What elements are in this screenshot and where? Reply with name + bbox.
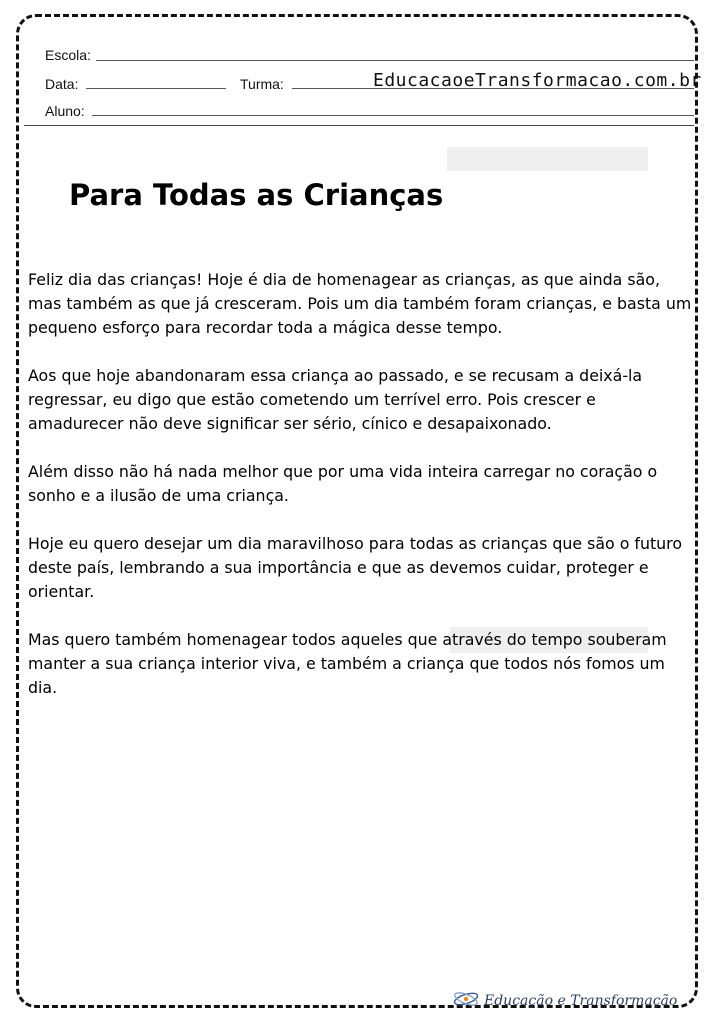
date-label: Data: (45, 76, 79, 92)
paragraph: Hoje eu quero desejar um dia maravilhoso para todas as crianças que são o futuro deste país, lembrando a sua importância e que as devemos cuidar, proteger e orientar. (28, 534, 682, 601)
school-label: Escola: (45, 47, 91, 63)
footer-logo-text: Educação e Transformação (484, 993, 678, 1009)
atom-swirl-icon (452, 989, 480, 1013)
student-line (92, 115, 694, 116)
student-label: Aluno: (45, 103, 85, 119)
paragraph: Mas quero também homenagear todos aqueles que através do tempo souberam manter a sua criança interior viva, e também a criança que todos nós fomos um dia. (28, 630, 667, 697)
school-line (96, 60, 694, 61)
text-body (28, 268, 694, 724)
paragraph: Aos que hoje abandonaram essa criança ao passado, e se recusam a deixá-la regressar, eu digo que estão cometendo um terrível erro. Pois crescer e amadurecer não deve significar ser sério, cínico e desapaixonado. (28, 366, 643, 433)
paragraph: Feliz dia das crianças! Hoje é dia de homenagear as crianças, as que ainda são, mas também as que já cresceram. Pois um dia também foram crianças, e basta um pequeno esforço para recordar toda a mágica desse tempo. (28, 270, 692, 337)
paragraph: Além disso não há nada melhor que por uma vida inteira carregar no coração o sonho e a ilusão de uma criança. (28, 462, 658, 505)
class-label: Turma: (240, 76, 284, 92)
site-url: EducacaoeTransformacao.com.br (373, 70, 702, 91)
header-separator (24, 125, 694, 126)
footer-logo (452, 990, 677, 1012)
shaded-block-top (447, 147, 648, 171)
date-line (86, 88, 226, 89)
page-title: Para Todas as Crianças (69, 178, 444, 212)
